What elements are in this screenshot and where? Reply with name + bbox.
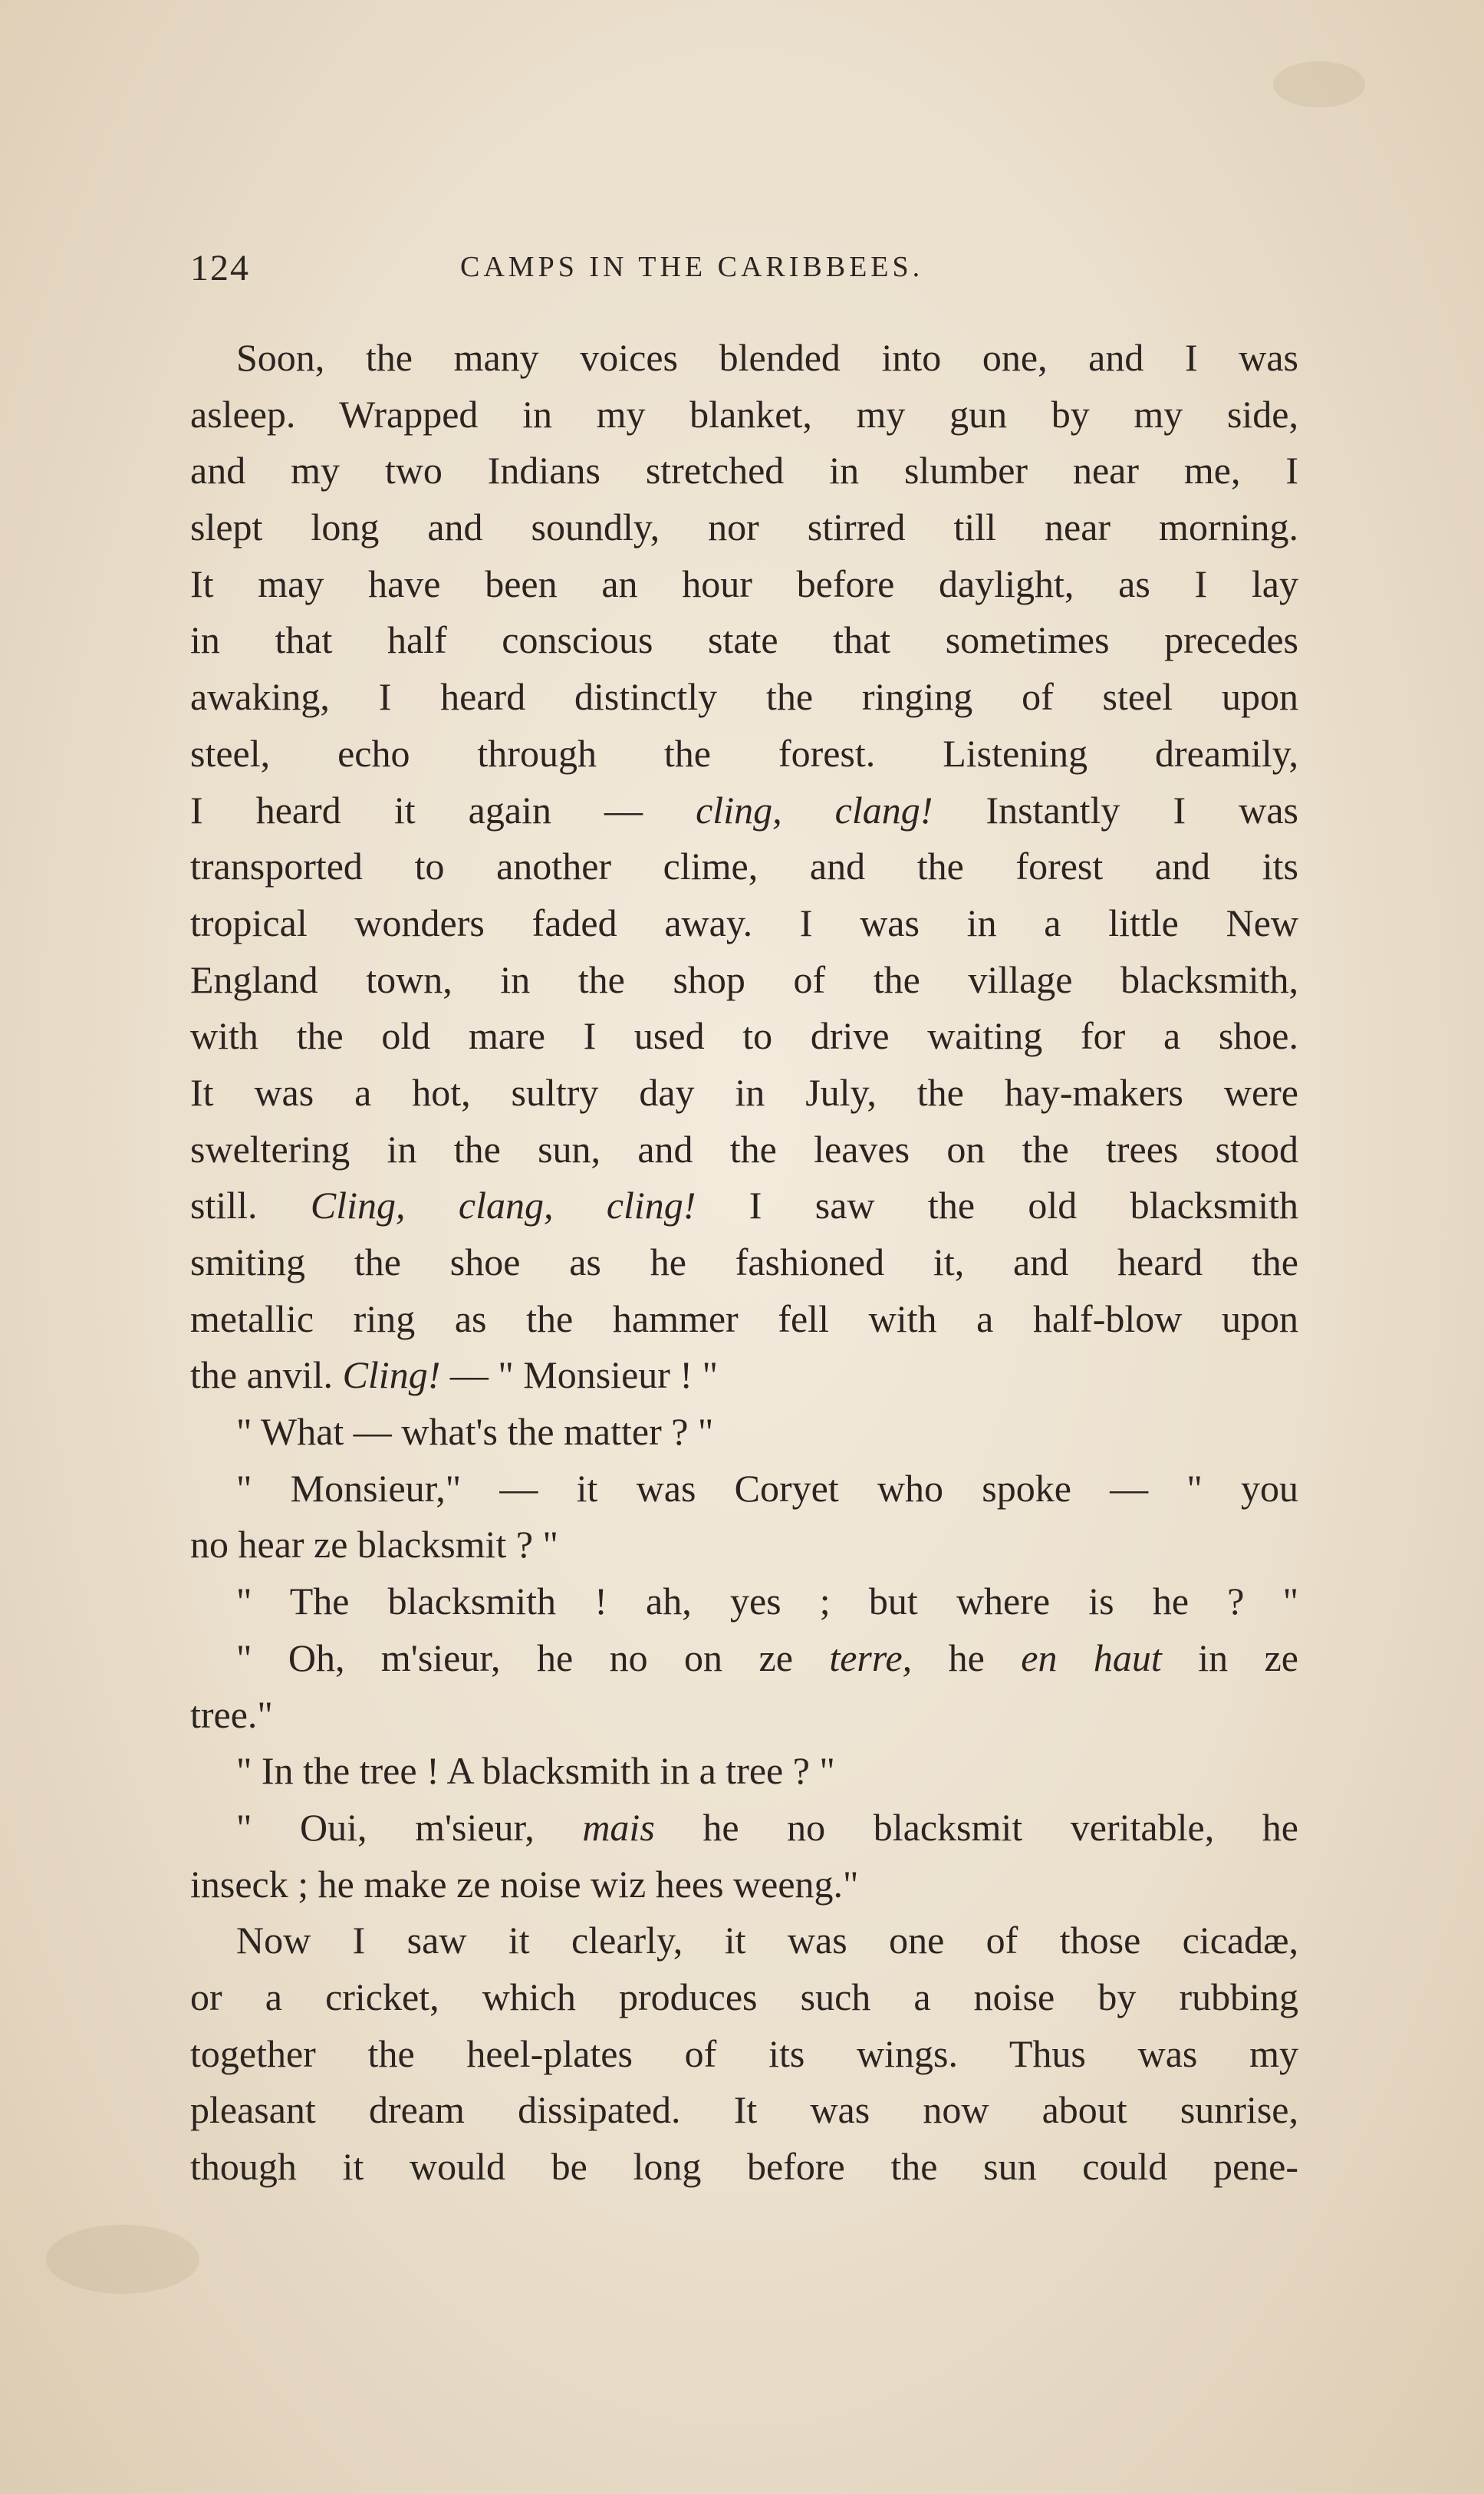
text-run: awaking, I heard distinctly the ringing of steel upon: [190, 675, 1298, 719]
text-line: [190, 612, 1298, 669]
page-header: [190, 247, 1295, 301]
text-run: " In the tree ! A blacksmith in a tree ? ": [236, 1749, 835, 1793]
text-line: [190, 387, 1298, 443]
text-line: [190, 669, 1298, 726]
text-line: [190, 1969, 1298, 2026]
text-line: [190, 1065, 1298, 1122]
text-run: and my two Indians stretched in slumber near me, I: [190, 449, 1298, 493]
text-run: in ze: [1161, 1636, 1299, 1679]
text-line: [190, 1687, 1298, 1744]
text-run: still.: [190, 1184, 311, 1227]
text-run: England town, in the shop of the village blacksmith,: [190, 957, 1298, 1001]
text-line: [190, 1573, 1298, 1630]
text-run: It may have been an hour before daylight, as I lay: [190, 562, 1298, 605]
text-run: " What — what's the matter ? ": [236, 1410, 714, 1454]
text-line: [190, 1347, 1298, 1404]
text-line: [190, 1461, 1298, 1517]
text-run: — " Monsieur ! ": [440, 1353, 718, 1397]
text-run: he: [912, 1636, 1022, 1679]
paper-stain: [46, 2225, 199, 2294]
italic-phrase: cling, clang!: [696, 788, 933, 832]
text-line: [190, 895, 1298, 952]
body-text: [190, 330, 1298, 2196]
text-line: [190, 330, 1298, 387]
text-line: [190, 726, 1298, 782]
text-run: It was a hot, sultry day in July, the hay-makers were: [190, 1070, 1298, 1114]
text-run: with the old mare I used to drive waiting for a shoe.: [190, 1014, 1298, 1058]
text-line: [190, 1404, 1298, 1461]
text-run: the anvil.: [190, 1353, 343, 1397]
text-line: [190, 1122, 1298, 1178]
paper-stain: [1273, 61, 1365, 107]
text-line: [190, 1630, 1298, 1687]
italic-phrase: terre,: [829, 1636, 913, 1679]
text-run: slept long and soundly, nor stirred till near morning.: [190, 506, 1298, 549]
page-number: 124: [190, 248, 250, 288]
text-run: I saw the old blacksmith: [696, 1184, 1299, 1227]
text-line: [190, 2082, 1298, 2139]
text-run: though it would be long before the sun could pene-: [190, 2145, 1298, 2188]
text-run: or a cricket, which produces such a noise by rubbing: [190, 1975, 1298, 2018]
text-run: in that half conscious state that sometimes precedes: [190, 618, 1298, 662]
text-line: [190, 556, 1298, 613]
text-run: smiting the shoe as he fashioned it, and heard the: [190, 1240, 1298, 1283]
text-run: pleasant dream dissipated. It was now about sunrise,: [190, 2088, 1298, 2132]
italic-phrase: Cling, clang, cling!: [310, 1184, 696, 1227]
text-line: [190, 1913, 1298, 1969]
text-run: no hear ze blacksmit ? ": [190, 1523, 558, 1567]
italic-phrase: en haut: [1021, 1636, 1162, 1679]
text-run: transported to another clime, and the forest and its: [190, 845, 1298, 888]
text-line: [190, 1234, 1298, 1291]
text-run: inseck ; he make ze noise wiz hees weeng.": [190, 1862, 859, 1906]
text-line: [190, 1291, 1298, 1348]
text-run: I heard it again —: [190, 788, 696, 832]
text-line: [190, 1008, 1298, 1065]
text-run: " Oh, m'sieur, he no on ze: [236, 1636, 830, 1679]
text-line: [190, 838, 1298, 895]
text-line: [190, 1800, 1298, 1856]
text-line: [190, 1856, 1298, 1913]
text-run: " Oui, m'sieur,: [236, 1805, 583, 1849]
text-run: asleep. Wrapped in my blanket, my gun by my side,: [190, 392, 1298, 436]
text-run: metallic ring as the hammer fell with a half-blow upon: [190, 1296, 1298, 1340]
text-run: tropical wonders faded away. I was in a little New: [190, 901, 1298, 944]
text-line: [190, 782, 1298, 839]
text-line: [190, 443, 1298, 499]
text-line: [190, 2139, 1298, 2196]
text-run: tree.": [190, 1692, 273, 1736]
text-run: Instantly I was: [933, 788, 1298, 832]
text-run: Soon, the many voices blended into one, and I was: [236, 336, 1298, 379]
text-line: [190, 952, 1298, 1009]
text-line: [190, 1517, 1298, 1573]
text-run: sweltering in the sun, and the leaves on the trees stood: [190, 1127, 1298, 1171]
running-head: CAMPS IN THE CARIBBEES.: [460, 251, 924, 283]
italic-phrase: mais: [582, 1805, 655, 1849]
text-line: [190, 1178, 1298, 1234]
text-run: steel, echo through the forest. Listening dreamily,: [190, 731, 1298, 775]
text-line: [190, 499, 1298, 556]
text-run: he no blacksmit veritable, he: [654, 1805, 1298, 1849]
text-run: together the heel-plates of its wings. Thus was my: [190, 2031, 1298, 2075]
text-run: " Monsieur," — it was Coryet who spoke — " you: [236, 1466, 1298, 1510]
italic-phrase: Cling!: [342, 1353, 441, 1397]
text-line: [190, 2026, 1298, 2083]
text-run: Now I saw it clearly, it was one of those cicadæ,: [236, 1919, 1298, 1962]
text-line: [190, 1743, 1298, 1800]
text-run: " The blacksmith ! ah, yes ; but where is he ? ": [236, 1580, 1298, 1623]
